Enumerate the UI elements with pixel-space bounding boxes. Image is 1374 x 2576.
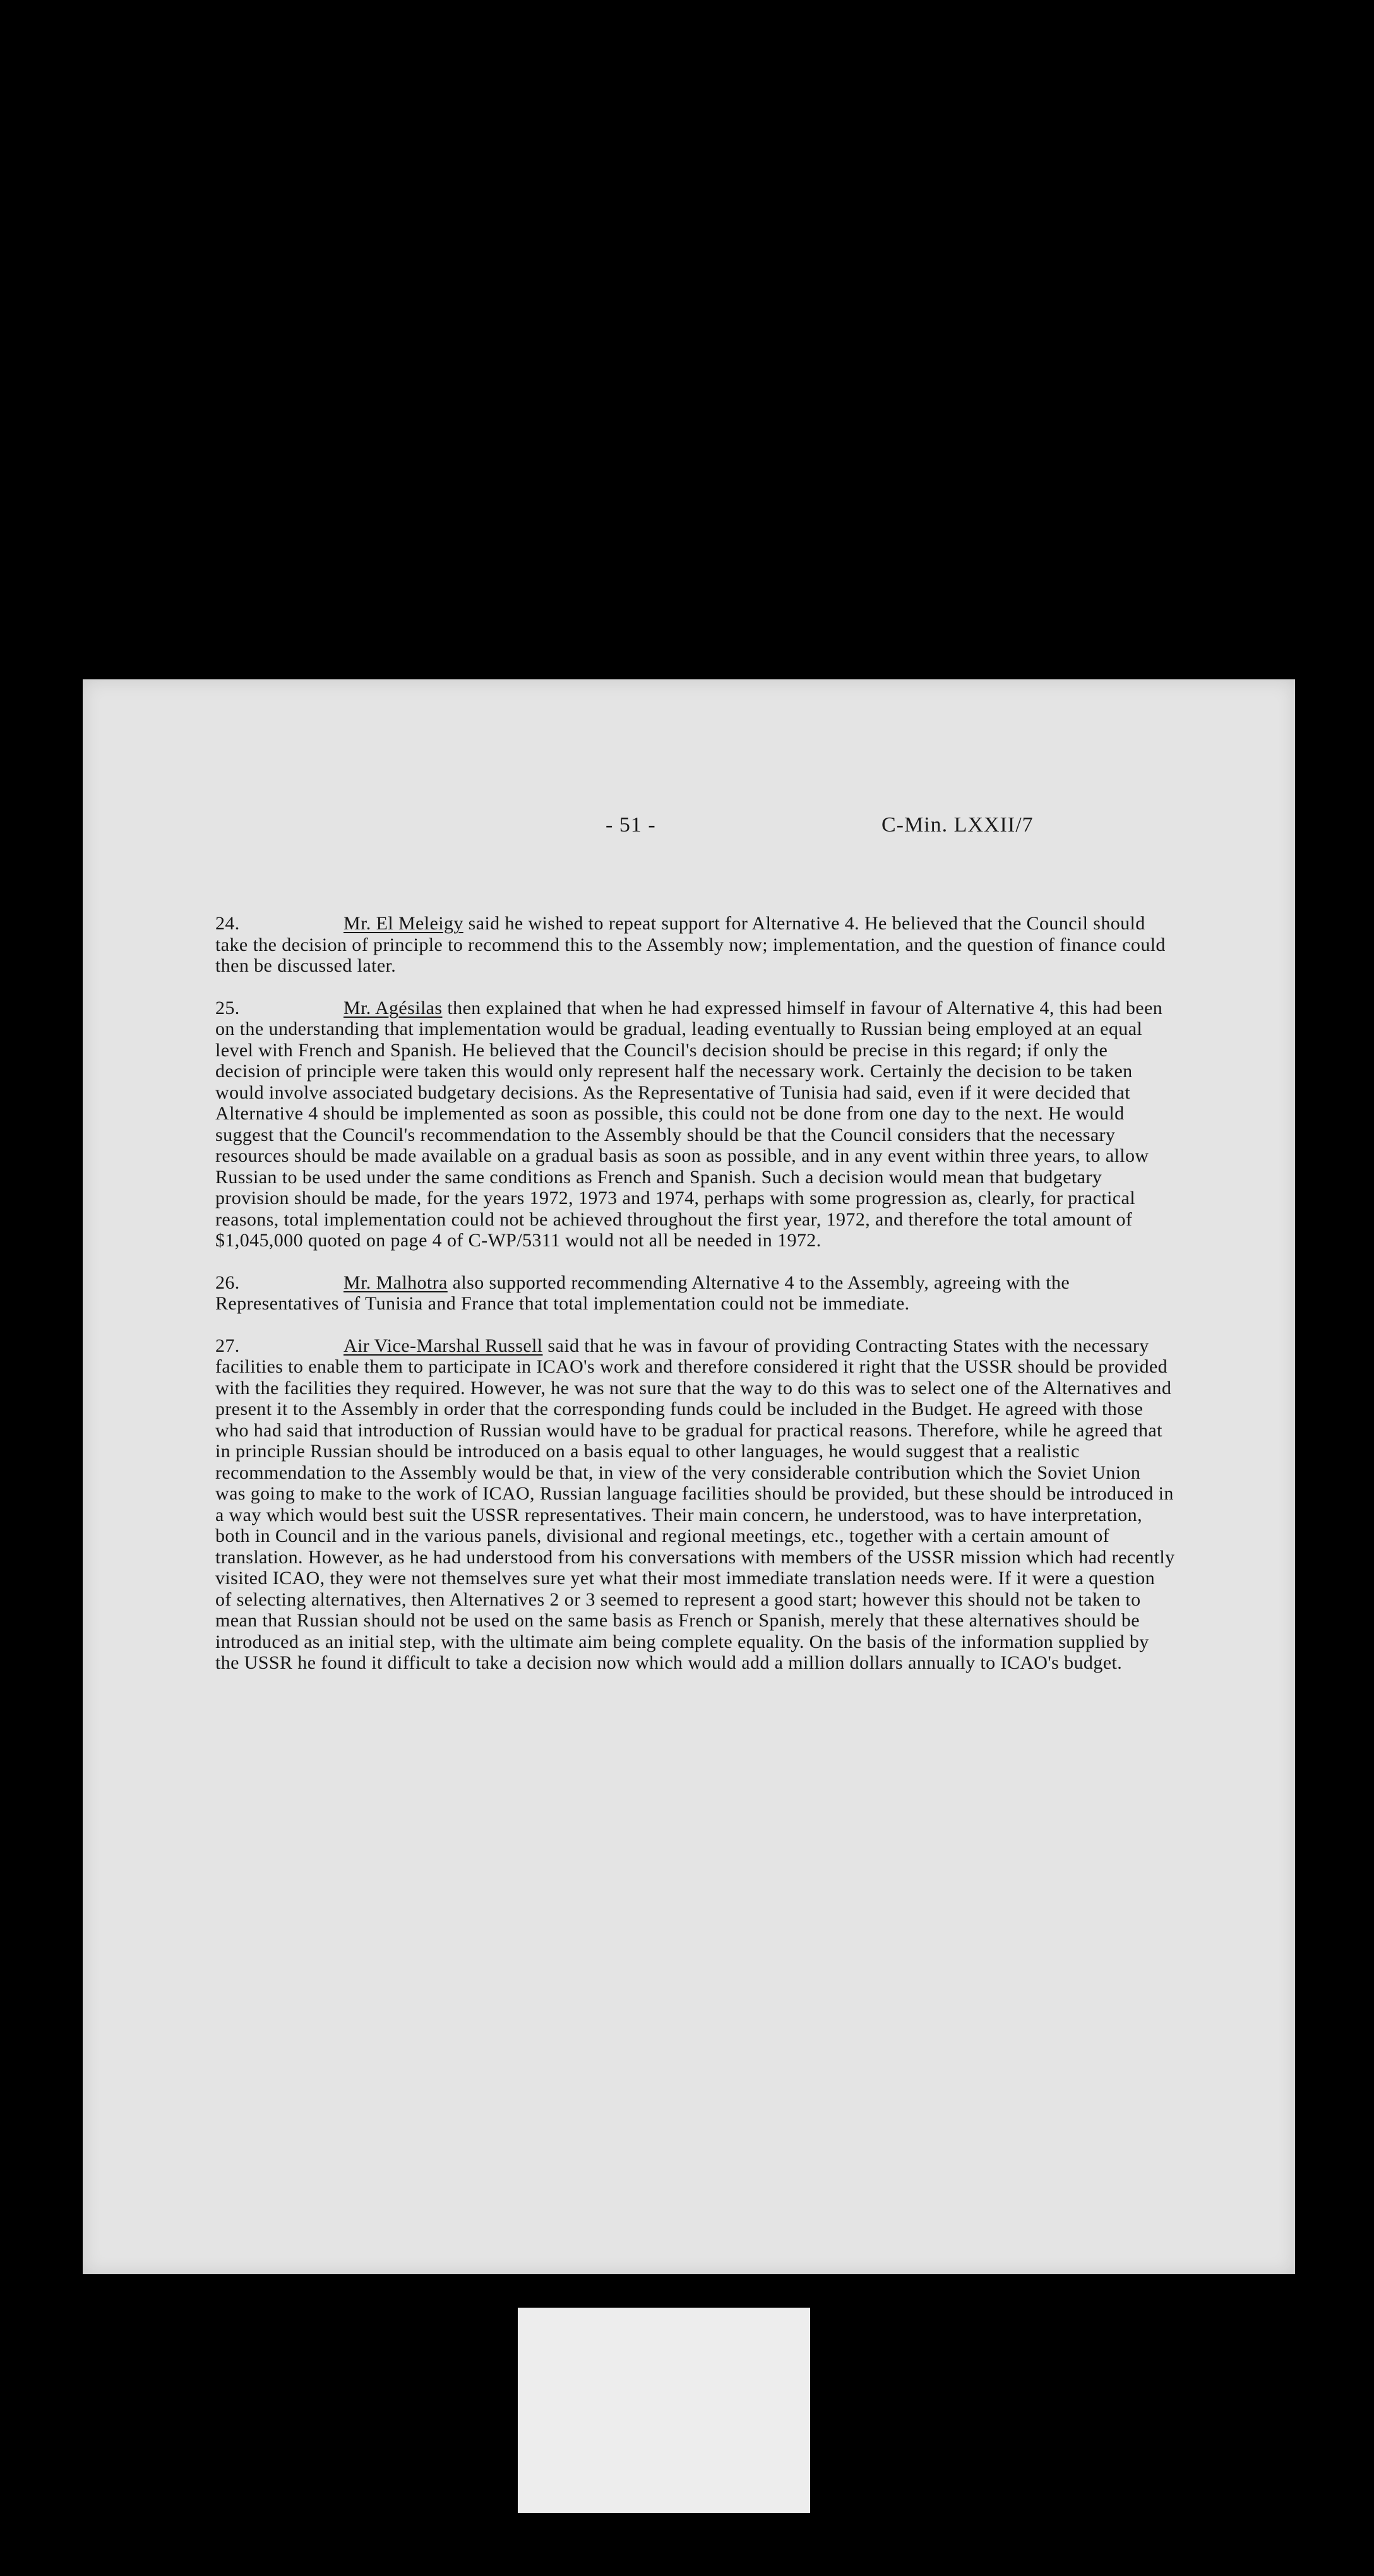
paragraph-25 — [215, 998, 1175, 1251]
paragraph-27 — [215, 1335, 1175, 1674]
speaker-name: Mr. El Meleigy — [344, 913, 463, 934]
paragraph-number: 25. — [215, 997, 240, 1018]
document-reference: C-Min. LXXII/7 — [881, 813, 1034, 837]
paragraph-24 — [215, 913, 1175, 977]
paragraph-number: 27. — [215, 1335, 240, 1356]
paragraph-26 — [215, 1272, 1175, 1315]
paragraph-number: 24. — [215, 913, 240, 934]
paragraph-text: said he wished to repeat support for Alternative 4. He believed that the Council should take the decision of principle to recommend this to the Assembly now; implementation, and the question of finance could then be discussed later. — [215, 913, 1166, 976]
minutes-body — [215, 913, 1175, 1695]
blank-target-card — [518, 2308, 810, 2513]
paragraph-text: then explained that when he had expressed himself in favour of Alternative 4, this had been on the understanding that implementation would be gradual, leading eventually to Russian being employed at an equal level with French and Spanish. He believed that the Council's decision should be precise in this regard; if only the decision of principle were taken this would only represent half the necessary work. Certainly the decision to be taken would involve associated budgetary decisions. As the Representative of Tunisia had said, even if it were decided that Alternative 4 should be implemented as soon as possible, this could not be done from one day to the next. He would suggest that the Council's recommendation to the Assembly should be that the Council considers that the necessary resources should be made available on a gradual basis as soon as possible, and in any event within three years, to allow Russian to be used under the same conditions as French and Spanish. Such a decision would mean that budgetary provision should be made, for the years 1972, 1973 and 1974, perhaps with some progression as, clearly, for practical reasons, total implementation could not be achieved throughout the first year, 1972, and therefore the total amount of $1,045,000 quoted on page 4 of C-WP/5311 would not all be needed in 1972. — [215, 997, 1163, 1251]
document-page — [83, 679, 1295, 2274]
paragraph-text: said that he was in favour of providing Contracting States with the necessary facilities to enable them to participate in ICAO's work and therefore considered it right that the USSR should be provided with the facilities they required. However, he was not sure that the way to do this was to select one of the Alternatives and present it to the Assembly in order that the corresponding funds could be included in the Budget. He agreed with those who had said that introduction of Russian would have to be gradual for practical reasons. Therefore, while he agreed that in principle Russian should be introduced on a basis equal to other languages, he would suggest that a realistic recommendation to the Assembly would be that, in view of the very considerable contribution which the Soviet Union was going to make to the work of ICAO, Russian language facilities should be provided, but these should be introduced in a way which would best suit the USSR representatives. Their main concern, he understood, was to have interpretation, both in Council and in the various panels, divisional and regional meetings, etc., together with a certain amount of translation. However, as he had understood from his conversations with members of the USSR mission which had recently visited ICAO, they were not themselves sure yet what their most immediate translation needs were. If it were a question of selecting alternatives, then Alternatives 2 or 3 seemed to represent a good start; however this should not be taken to mean that Russian should not be used on the same basis as French or Spanish, merely that these alternatives should be introduced as an initial step, with the ultimate aim being complete equality. On the basis of the information supplied by the USSR he found it difficult to take a decision now which would add a million dollars annually to ICAO's budget. — [215, 1335, 1175, 1673]
page-number: - 51 - — [606, 813, 656, 837]
speaker-name: Air Vice-Marshal Russell — [344, 1335, 543, 1356]
speaker-name: Mr. Agésilas — [344, 997, 443, 1018]
paragraph-number: 26. — [215, 1272, 240, 1293]
paragraph-text: also supported recommending Alternative 4 to the Assembly, agreeing with the Representatives of Tunisia and France that total implementation could not be immediate. — [215, 1272, 1070, 1314]
speaker-name: Mr. Malhotra — [344, 1272, 448, 1293]
